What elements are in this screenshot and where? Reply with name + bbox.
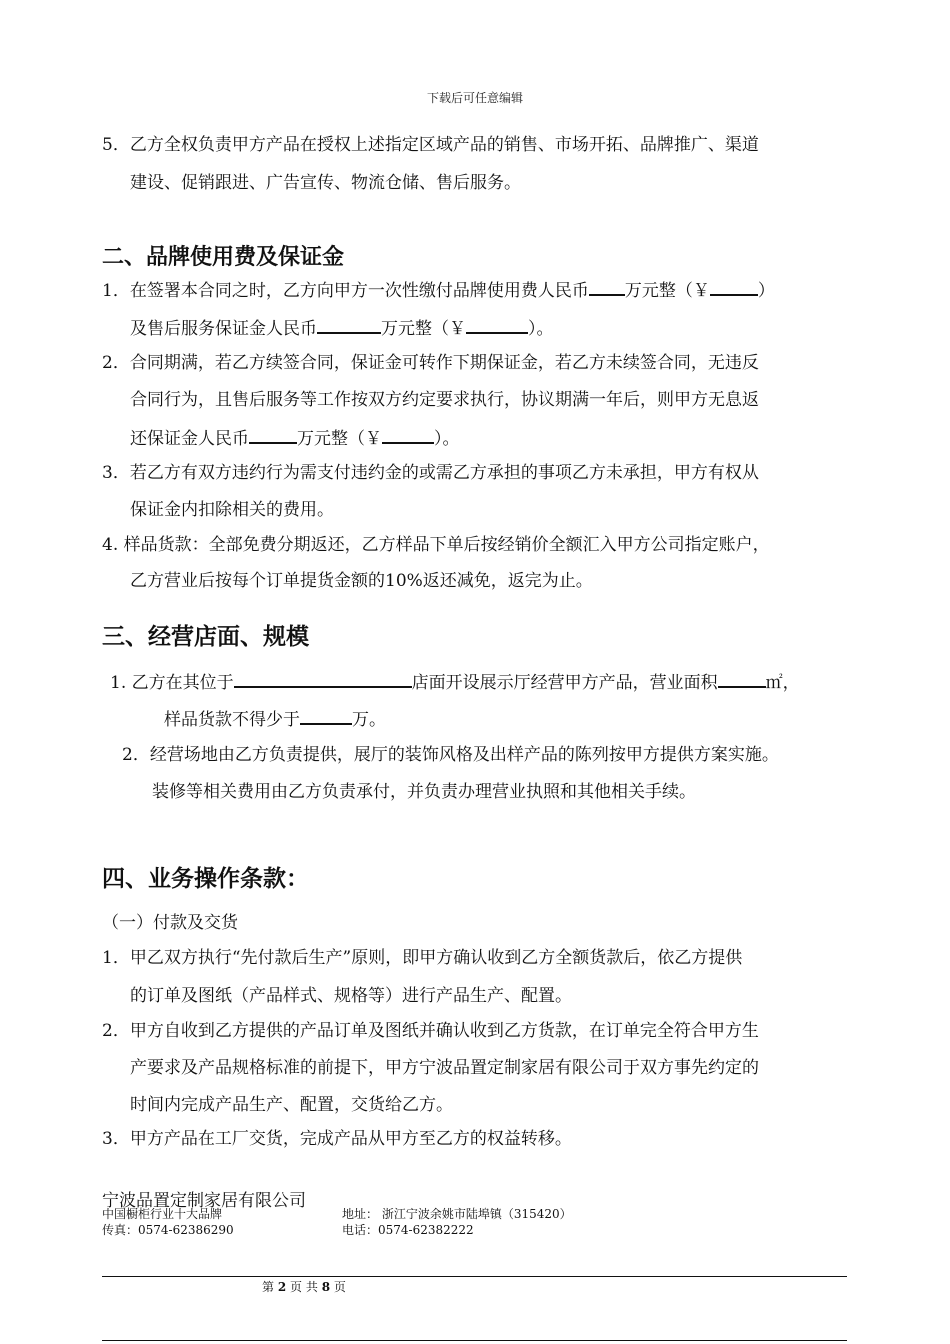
company-tel: 电话：0574-62382222 xyxy=(342,1223,474,1237)
s3-item1-line1: 1. 乙方在其位于 店面开设展示厅经营甲方产品，营业面积 ㎡， xyxy=(110,670,800,694)
s2-item3-line1: 3．若乙方有双方违约行为需支付违约金的或需乙方承担的事项乙方未承担，甲方有权从 xyxy=(102,463,759,483)
s4-subtitle: （一）付款及交货 xyxy=(102,913,238,933)
s4-item2-line2: 产要求及产品规格标准的前提下，甲方宁波品置定制家居有限公司于双方事先约定的 xyxy=(130,1058,759,1078)
s2-item1-line1: 1．在签署本合同之时，乙方向甲方一次性缴付品牌使用费人民币 万元整（￥ ） xyxy=(102,278,775,302)
s4-item2-line1: 2．甲方自收到乙方提供的产品订单及图纸并确认收到乙方货款，在订单完全符合甲方生 xyxy=(102,1021,759,1041)
s1-item5-line2: 建设、促销跟进、广告宣传、物流仓储、售后服务。 xyxy=(130,173,521,193)
s2-item1-line2: 及售后服务保证金人民币 万元整（￥ ）。 xyxy=(130,316,554,340)
company-slogan: 中国橱柜行业十大品牌 xyxy=(102,1207,223,1221)
s2-item2-line1: 2．合同期满，若乙方续签合同，保证金可转作下期保证金，若乙方未续签合同，无违反 xyxy=(102,353,759,373)
s3-item1-line2: 样品货款不得少于 万。 xyxy=(164,707,386,731)
blank-refund-amount[interactable] xyxy=(249,426,297,444)
s4-item3-line1: 3．甲方产品在工厂交货，完成产品从甲方至乙方的权益转移。 xyxy=(102,1129,572,1149)
s4-item1-line1: 1．甲乙双方执行“先付款后生产”原则，即甲方确认收到乙方全额货款后，依乙方提供 xyxy=(102,948,743,968)
company-address: 地址： 浙江宁波余姚市陆埠镇（315420） xyxy=(342,1207,572,1221)
s2-item2-line3: 还保证金人民币 万元整（￥ ）。 xyxy=(130,426,460,450)
blank-fee-amount[interactable] xyxy=(589,278,625,296)
s3-item2-line1: 2．经营场地由乙方负责提供，展厅的装饰风格及出样产品的陈列按甲方提供方案实施。 xyxy=(122,745,779,765)
company-name: 宁波品置定制家居有限公司 xyxy=(102,1191,306,1211)
blank-deposit-amount[interactable] xyxy=(317,316,381,334)
s2-item2-line2: 合同行为，且售后服务等工作按双方约定要求执行，协议期满一年后，则甲方无息返 xyxy=(130,390,759,410)
s3-item2-line2: 装修等相关费用由乙方负责承付，并负责办理营业执照和其他相关手续。 xyxy=(152,782,696,802)
blank-fee-yen[interactable] xyxy=(710,278,758,296)
section2-title: 二、品牌使用费及保证金 xyxy=(102,245,345,270)
section3-title: 三、经营店面、规模 xyxy=(102,624,309,650)
s4-item2-line3: 时间内完成产品生产、配置，交货给乙方。 xyxy=(130,1095,453,1115)
s2-item4-line2: 乙方营业后按每个订单提货金额的10%返还减免，返完为止。 xyxy=(130,571,593,591)
page-header: 下载后可任意编辑 xyxy=(426,91,523,105)
blank-sample-amount[interactable] xyxy=(300,707,352,725)
section4-title: 四、业务操作条款： xyxy=(102,866,309,892)
page-bottom-rule xyxy=(102,1340,847,1341)
s2-item4-line1: 4. 样品货款：全部免费分期返还，乙方样品下单后按经销价全额汇入甲方公司指定账户， xyxy=(102,535,770,555)
s4-item1-line2: 的订单及图纸（产品样式、规格等）进行产品生产、配置。 xyxy=(130,986,572,1006)
blank-store-location[interactable] xyxy=(234,670,412,688)
blank-refund-yen[interactable] xyxy=(382,426,434,444)
blank-deposit-yen[interactable] xyxy=(466,316,528,334)
blank-area[interactable] xyxy=(718,670,766,688)
footer-rule xyxy=(102,1276,847,1277)
page-number: 第 2 页 共 8 页 xyxy=(262,1280,346,1294)
s2-item3-line2: 保证金内扣除相关的费用。 xyxy=(130,500,334,520)
s1-item5-line1: 5．乙方全权负责甲方产品在授权上述指定区域产品的销售、市场开拓、品牌推广、渠道 xyxy=(102,135,759,155)
company-fax: 传真：0574-62386290 xyxy=(102,1223,234,1237)
